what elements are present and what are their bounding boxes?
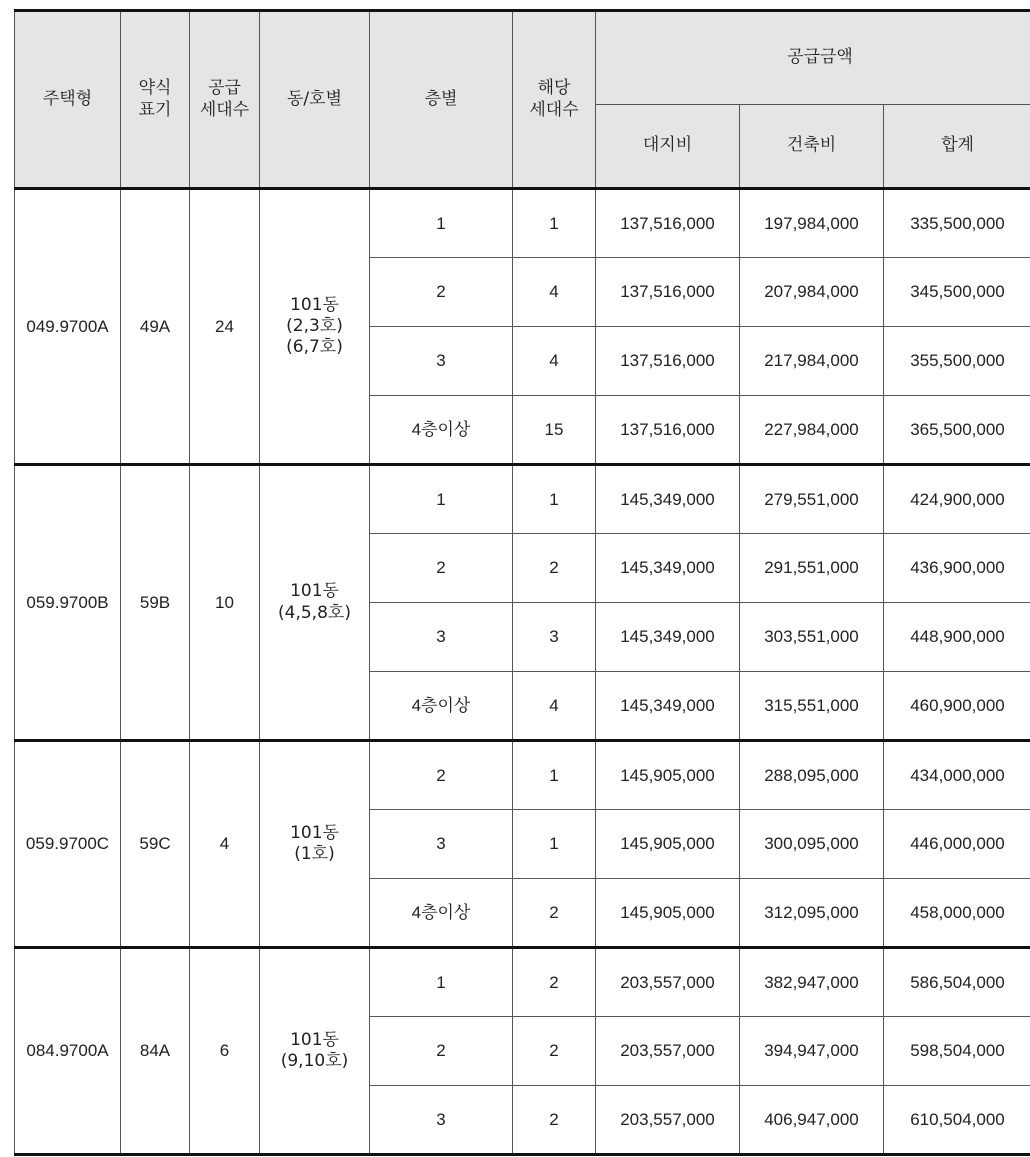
cell-housing-type: 059.9700B [15,465,121,741]
cell-building-unit: 101동 (9,10호) [260,948,370,1155]
cell-construction-cost: 288,095,000 [740,741,884,810]
cell-construction-cost: 197,984,000 [740,189,884,258]
cell-floor: 4층이상 [370,672,513,741]
cell-floor: 3 [370,810,513,879]
cell-land-cost: 145,349,000 [596,534,740,603]
cell-land-cost: 137,516,000 [596,189,740,258]
cell-floor: 3 [370,327,513,396]
cell-unit-count: 1 [513,741,596,810]
cell-supply-units: 10 [190,465,260,741]
cell-total: 355,500,000 [884,327,1030,396]
cell-abbreviation: 84A [121,948,190,1155]
cell-total: 335,500,000 [884,189,1030,258]
cell-construction-cost: 312,095,000 [740,879,884,948]
cell-total: 446,000,000 [884,810,1030,879]
cell-total: 365,500,000 [884,396,1030,465]
cell-housing-type: 059.9700C [15,741,121,948]
cell-unit-count: 4 [513,258,596,327]
cell-land-cost: 145,349,000 [596,672,740,741]
header-construction-cost: 건축비 [740,105,884,189]
cell-floor: 2 [370,258,513,327]
header-unit-count: 해당 세대수 [513,11,596,189]
cell-construction-cost: 382,947,000 [740,948,884,1017]
cell-unit-count: 4 [513,327,596,396]
cell-construction-cost: 291,551,000 [740,534,884,603]
table-row [15,741,1030,810]
cell-construction-cost: 300,095,000 [740,810,884,879]
cell-unit-count: 2 [513,534,596,603]
cell-total: 424,900,000 [884,465,1030,534]
cell-total: 460,900,000 [884,672,1030,741]
cell-unit-count: 1 [513,810,596,879]
cell-land-cost: 203,557,000 [596,948,740,1017]
header-land-cost: 대지비 [596,105,740,189]
cell-housing-type: 049.9700A [15,189,121,465]
cell-total: 448,900,000 [884,603,1030,672]
header-housing-type: 주택형 [15,11,121,189]
cell-floor: 2 [370,1017,513,1086]
cell-land-cost: 145,349,000 [596,603,740,672]
cell-land-cost: 137,516,000 [596,327,740,396]
cell-floor: 3 [370,1086,513,1155]
cell-supply-units: 4 [190,741,260,948]
cell-land-cost: 137,516,000 [596,396,740,465]
cell-construction-cost: 303,551,000 [740,603,884,672]
cell-unit-count: 4 [513,672,596,741]
cell-land-cost: 137,516,000 [596,258,740,327]
header-abbreviation: 약식 표기 [121,11,190,189]
table-row [15,189,1030,258]
cell-total: 598,504,000 [884,1017,1030,1086]
cell-abbreviation: 59B [121,465,190,741]
cell-construction-cost: 394,947,000 [740,1017,884,1086]
cell-building-unit: 101동 (1호) [260,741,370,948]
cell-construction-cost: 279,551,000 [740,465,884,534]
cell-unit-count: 15 [513,396,596,465]
table-row [15,948,1030,1017]
cell-building-unit: 101동 (4,5,8호) [260,465,370,741]
cell-land-cost: 145,349,000 [596,465,740,534]
header-supply-units: 공급 세대수 [190,11,260,189]
cell-floor: 1 [370,465,513,534]
cell-abbreviation: 49A [121,189,190,465]
cell-floor: 4층이상 [370,879,513,948]
supply-price-table [14,9,1030,1156]
header-floor: 층별 [370,11,513,189]
cell-floor: 4층이상 [370,396,513,465]
cell-total: 436,900,000 [884,534,1030,603]
table-body [15,189,1030,1155]
cell-total: 345,500,000 [884,258,1030,327]
cell-land-cost: 145,905,000 [596,879,740,948]
cell-total: 610,504,000 [884,1086,1030,1155]
cell-construction-cost: 217,984,000 [740,327,884,396]
cell-unit-count: 1 [513,465,596,534]
cell-unit-count: 3 [513,603,596,672]
header-building-unit: 동/호별 [260,11,370,189]
cell-supply-units: 24 [190,189,260,465]
cell-floor: 1 [370,948,513,1017]
cell-construction-cost: 406,947,000 [740,1086,884,1155]
cell-land-cost: 145,905,000 [596,741,740,810]
cell-construction-cost: 227,984,000 [740,396,884,465]
cell-total: 586,504,000 [884,948,1030,1017]
cell-floor: 3 [370,603,513,672]
cell-land-cost: 203,557,000 [596,1086,740,1155]
cell-abbreviation: 59C [121,741,190,948]
cell-floor: 1 [370,189,513,258]
cell-supply-units: 6 [190,948,260,1155]
cell-floor: 2 [370,741,513,810]
header-total: 합계 [884,105,1030,189]
cell-land-cost: 145,905,000 [596,810,740,879]
header-supply-price: 공급금액 [596,11,1030,105]
table-row [15,465,1030,534]
cell-unit-count: 2 [513,948,596,1017]
cell-total: 458,000,000 [884,879,1030,948]
cell-unit-count: 2 [513,1086,596,1155]
cell-unit-count: 1 [513,189,596,258]
cell-building-unit: 101동 (2,3호) (6,7호) [260,189,370,465]
cell-floor: 2 [370,534,513,603]
cell-land-cost: 203,557,000 [596,1017,740,1086]
cell-unit-count: 2 [513,879,596,948]
cell-housing-type: 084.9700A [15,948,121,1155]
cell-unit-count: 2 [513,1017,596,1086]
cell-construction-cost: 315,551,000 [740,672,884,741]
cell-construction-cost: 207,984,000 [740,258,884,327]
cell-total: 434,000,000 [884,741,1030,810]
